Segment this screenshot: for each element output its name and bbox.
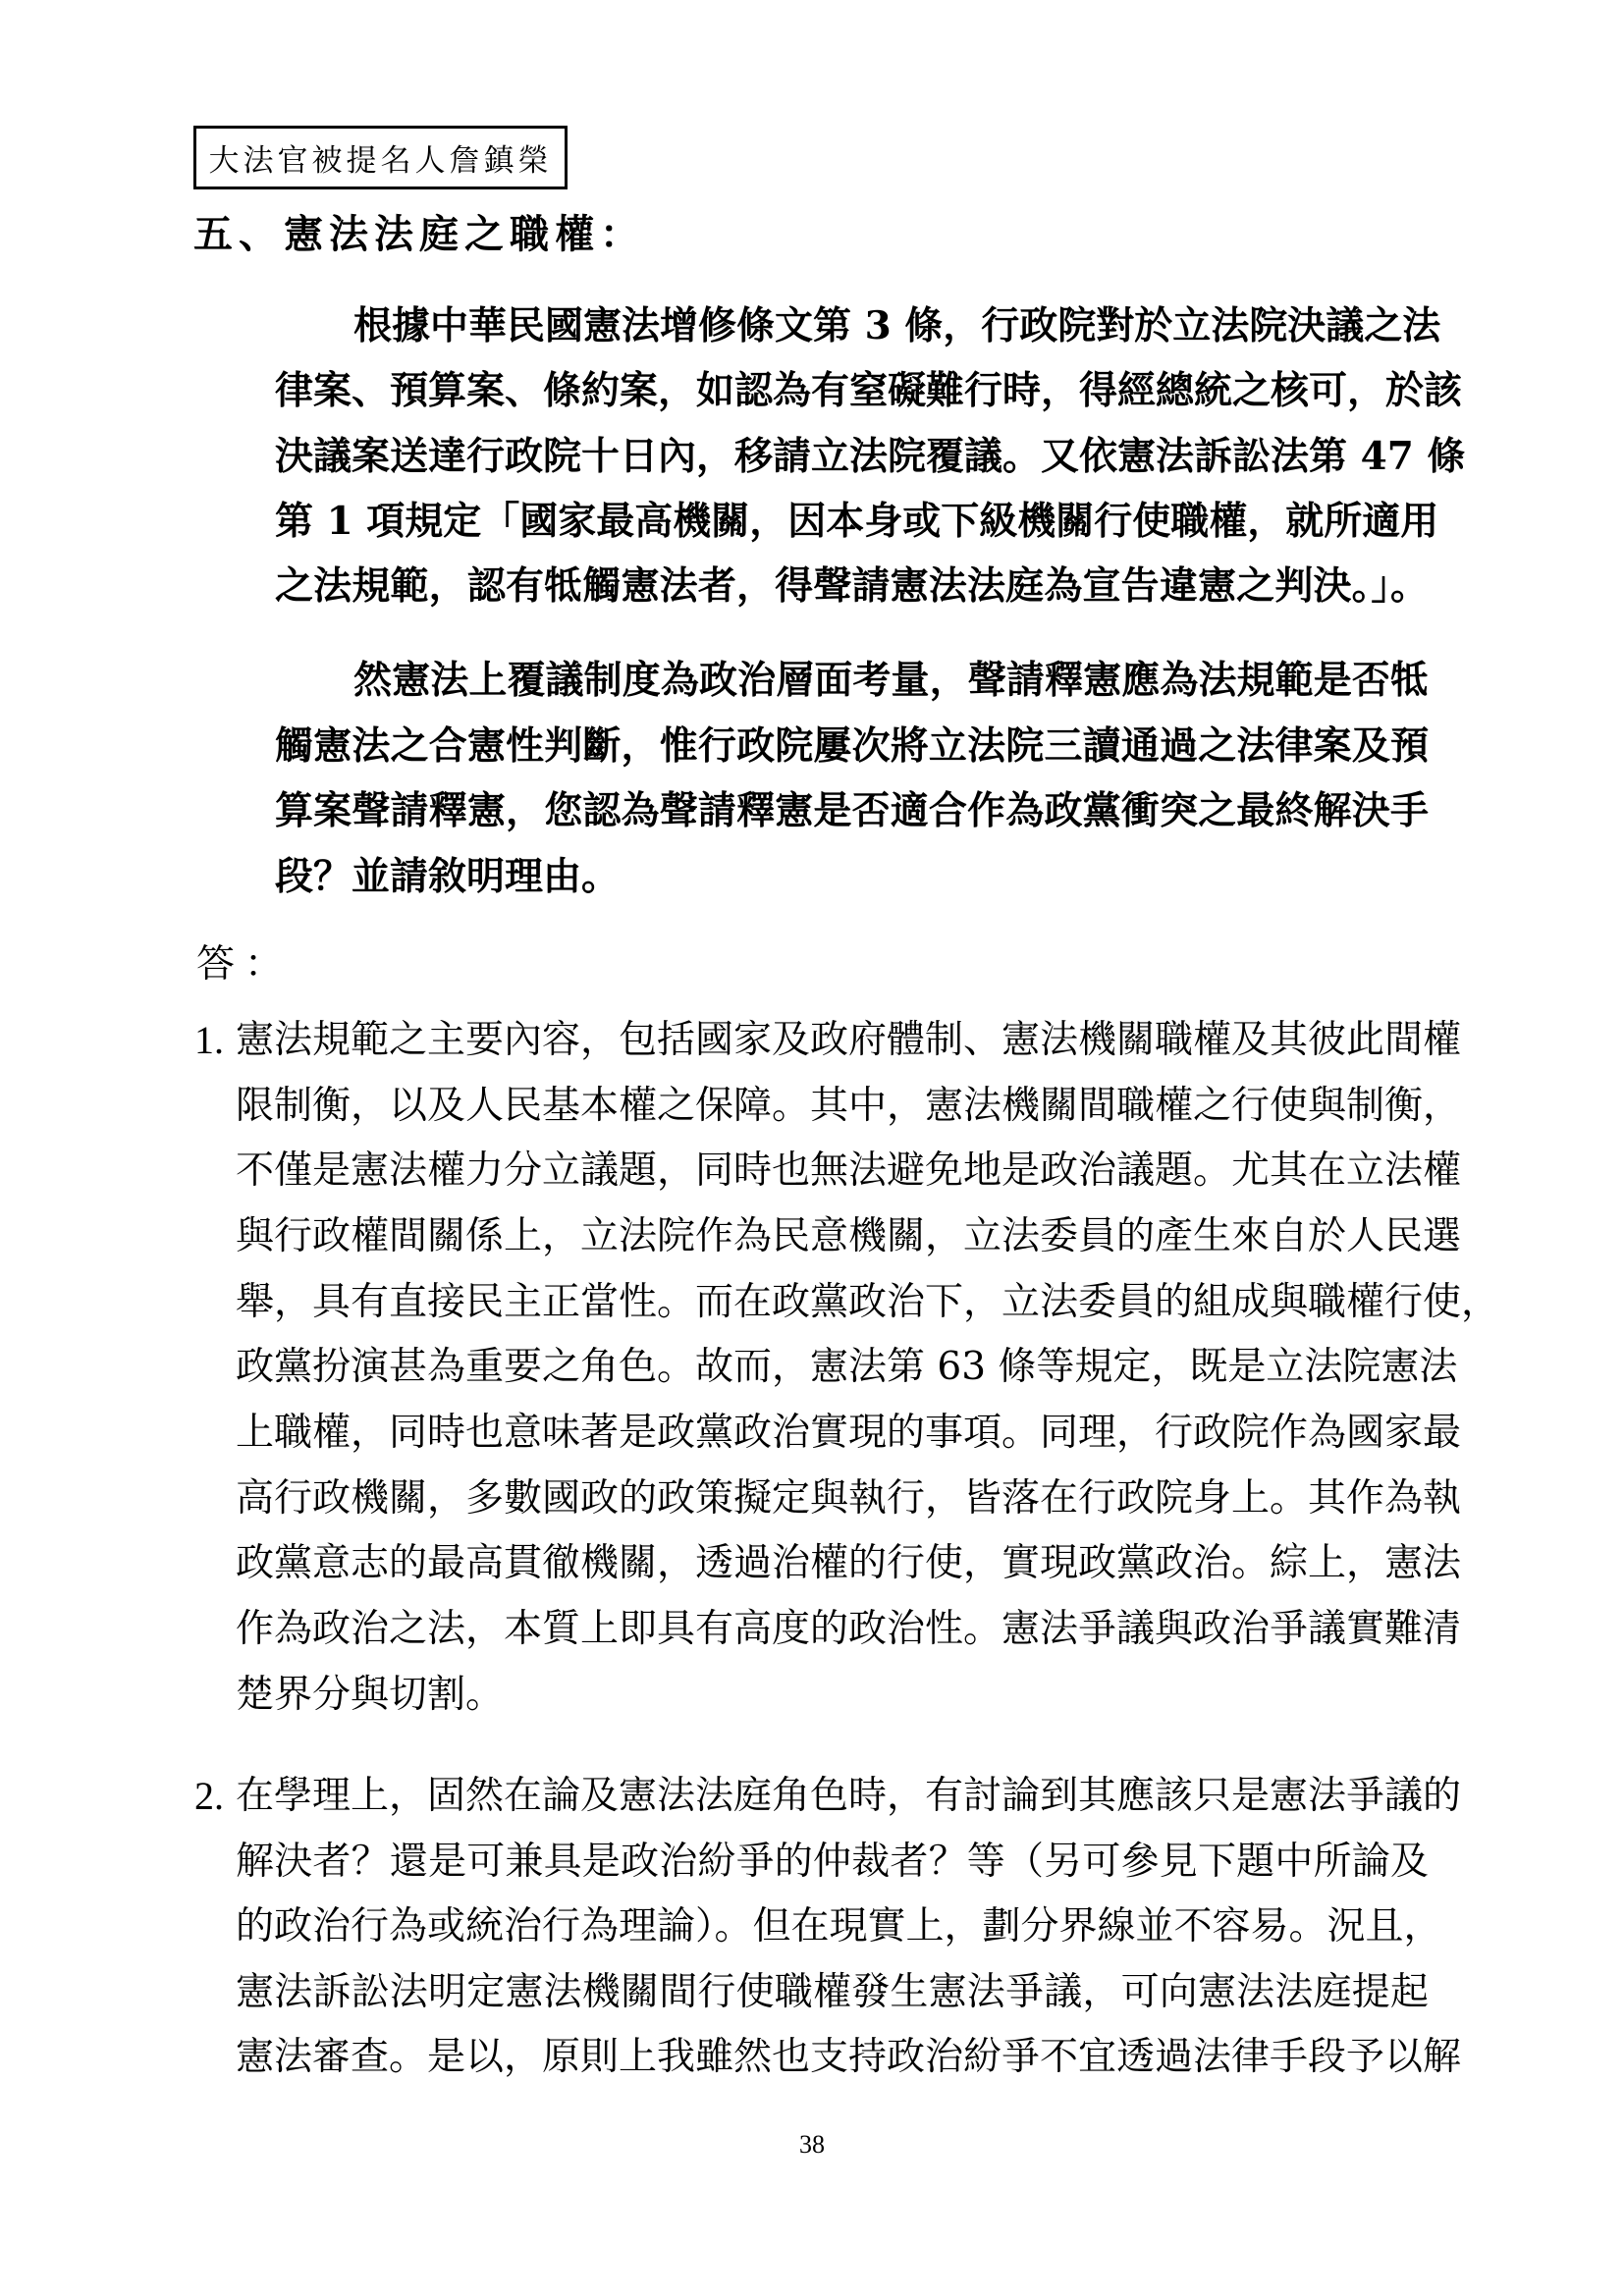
- question-line: 律案、預算案、條約案，如認為有窒礙難行時，得經總統之核可，於該: [275, 368, 1463, 413]
- question-line: 根據中華民國憲法增修條文第 3 條，行政院對於立法院決議之法: [353, 303, 1441, 348]
- answer-line: 高行政機關，多數國政的政策擬定與執行，皆落在行政院身上。其作為執: [236, 1476, 1462, 1521]
- page-number: 38: [799, 2130, 825, 2159]
- answer-line: 限制衡，以及人民基本權之保障。其中，憲法機關間職權之行使與制衡，: [236, 1084, 1462, 1128]
- question-line: 段？並請敘明理由。: [275, 854, 621, 899]
- answer-line: 上職權，同時也意味著是政黨政治實現的事項。同理，行政院作為國家最: [236, 1411, 1462, 1455]
- question-line: 決議案送達行政院十日內，移請立法院覆議。又依憲法訴訟法第 47 條: [275, 434, 1466, 479]
- answer-number: 2.: [194, 1774, 224, 1818]
- answer-label: 答：: [196, 942, 294, 987]
- question-line: 然憲法上覆議制度為政治層面考量，聲請釋憲應為法規範是否牴: [353, 658, 1429, 703]
- question-line: 之法規範，認有牴觸憲法者，得聲請憲法法庭為宣告違憲之判決。」。: [275, 563, 1429, 609]
- answer-line: 政黨扮演甚為重要之角色。故而，憲法第 63 條等規定，既是立法院憲法: [236, 1345, 1458, 1389]
- answer-line: 憲法規範之主要內容，包括國家及政府體制、憲法機關職權及其彼此間權: [236, 1018, 1462, 1062]
- answer-line: 不僅是憲法權力分立議題，同時也無法避免地是政治議題。尤其在立法權: [236, 1148, 1462, 1193]
- answer-line: 憲法審查。是以，原則上我雖然也支持政治紛爭不宜透過法律手段予以解: [236, 2035, 1462, 2079]
- answer-line: 解決者？還是可兼具是政治紛爭的仲裁者？等（另可參見下題中所論及: [236, 1840, 1429, 1884]
- answer-number: 1.: [194, 1018, 224, 1062]
- answer-line: 舉，具有直接民主正當性。而在政黨政治下，立法委員的組成與職權行使，: [236, 1280, 1500, 1324]
- answer-line: 憲法訴訟法明定憲法機關間行使職權發生憲法爭議，可向憲法法庭提起: [236, 1970, 1429, 2014]
- answer-line: 在學理上，固然在論及憲法法庭角色時，有討論到其應該只是憲法爭議的: [236, 1774, 1462, 1818]
- answer-line: 與行政權間關係上，立法院作為民意機關，立法委員的產生來自於人民選: [236, 1214, 1462, 1258]
- answer-line: 作為政治之法，本質上即具有高度的政治性。憲法爭議與政治爭議實難清: [236, 1607, 1462, 1651]
- question-line: 觸憲法之合憲性判斷，惟行政院屢次將立法院三讀通過之法律案及預: [275, 723, 1429, 769]
- question-line: 第 1 項規定「國家最高機關，因本身或下級機關行使職權，就所適用: [275, 499, 1439, 544]
- answer-line: 楚界分與切割。: [236, 1673, 505, 1717]
- nominee-name-box: [193, 126, 568, 189]
- nominee-label: 大法官被提名人詹鎮榮: [208, 143, 553, 179]
- answer-line: 政黨意志的最高貫徹機關，透過治權的行使，實現政黨政治。綜上，憲法: [236, 1541, 1462, 1585]
- section-heading: 五、憲法法庭之職權：: [193, 211, 645, 257]
- answer-line: 的政治行為或統治行為理論）。但在現實上，劃分界線並不容易。況且，: [236, 1904, 1442, 1949]
- question-line: 算案聲請釋憲，您認為聲請釋憲是否適合作為政黨衝突之最終解決手: [275, 788, 1429, 833]
